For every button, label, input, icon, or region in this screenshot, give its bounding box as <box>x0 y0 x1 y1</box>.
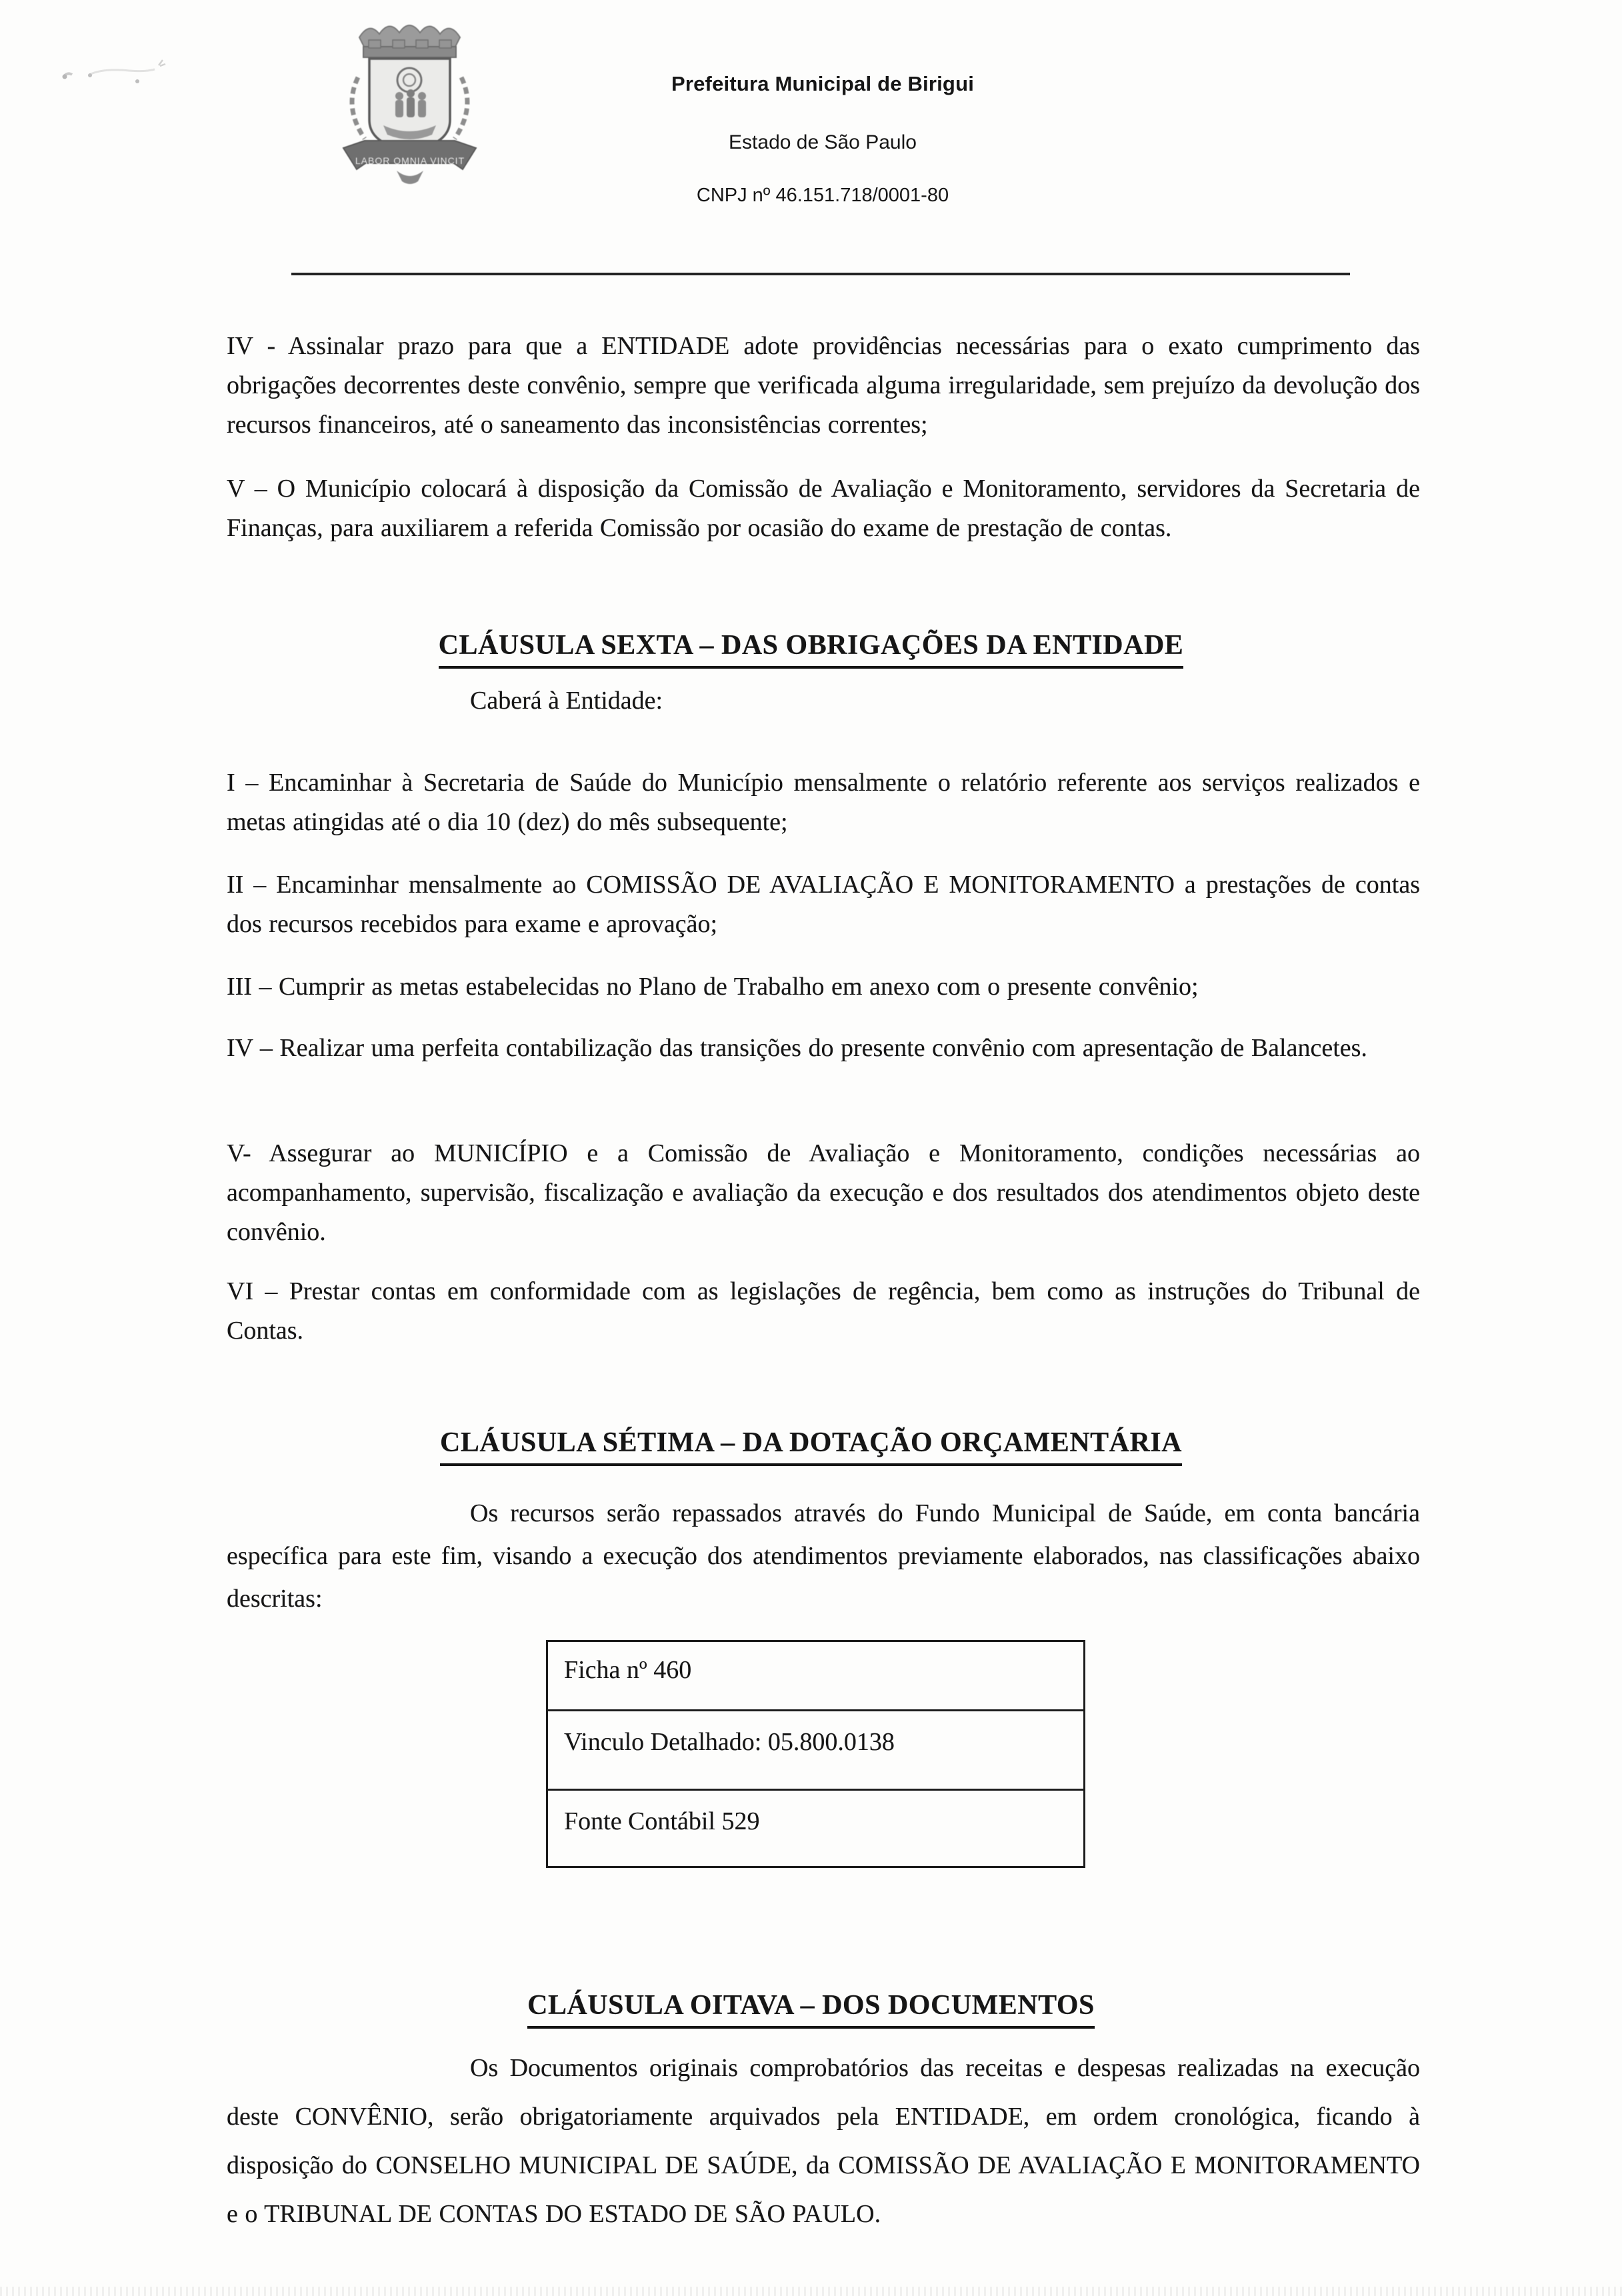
scan-noise-strip <box>0 2287 1622 2296</box>
clause-sexta-intro: Caberá à Entidade: <box>470 687 663 715</box>
cnpj-number: CNPJ nº 46.151.718/0001-80 <box>696 185 949 206</box>
clause-sexta-heading <box>0 629 1622 669</box>
clause-sexta-item-6: VI – Prestar contas em conformidade com as legislações de regência, bem como as instruções do Tribunal de Contas. <box>227 1277 1420 1345</box>
header-divider <box>291 273 1350 275</box>
clause-sexta-title: CLÁUSULA SEXTA – DAS OBRIGAÇÕES DA ENTIDADE <box>439 629 1184 669</box>
state-name: Estado de São Paulo <box>729 131 917 153</box>
paragraph-iv: IV - Assinalar prazo para que a ENTIDADE adote providências necessárias para o exato cumprimento das obrigações decorrentes deste convênio, sempre que verificada alguma irregularidade, sem prejuízo da devolução dos recursos financeiros, até o saneamento das inconsistências correntes; <box>227 332 1420 439</box>
clause-oitava-heading <box>0 1989 1622 2029</box>
logo-motto-text: LABOR OMNIA VINCIT <box>355 155 465 166</box>
clause-oitava-title: CLÁUSULA OITAVA – DOS DOCUMENTOS <box>527 1989 1095 2029</box>
clause-sexta-item-1: I – Encaminhar à Secretaria de Saúde do Município mensalmente o relatório referente aos serviços realizados e metas atingidas até o dia 10 (dez) do mês subsequente; <box>227 769 1420 836</box>
clause-sexta-item-4: IV – Realizar uma perfeita contabilização das transições do presente convênio com apresentação de Balancetes. <box>227 1034 1367 1062</box>
table-row-ficha: Ficha nº 460 <box>548 1642 1083 1711</box>
org-name: Prefeitura Municipal de Birigui <box>671 72 975 95</box>
table-row-vinculo: Vinculo Detalhado: 05.800.0138 <box>548 1711 1083 1791</box>
clause-setima-paragraph: Os recursos serão repassados através do Fundo Municipal de Saúde, em conta bancária específica para este fim, visando a execução dos atendimentos previamente elaborados, nas classificações abaixo descritas: <box>227 1499 1420 1613</box>
clause-sexta-item-5: V- Assegurar ao MUNICÍPIO e a Comissão de Avaliação e Monitoramento, condições necessárias ao acompanhamento, supervisão, fiscalização e avaliação da execução e dos resultados dos atendimentos objeto deste convênio. <box>227 1139 1420 1246</box>
table-row-fonte: Fonte Contábil 529 <box>564 1807 760 1835</box>
clause-oitava-paragraph: Os Documentos originais comprobatórios das receitas e despesas realizadas na execução deste CONVÊNIO, serão obrigatoriamente arquivados pela ENTIDADE, em ordem cronológica, ficando à disposição do CONSELHO MUNICIPAL DE SAÚDE, da COMISSÃO DE AVALIAÇÃO E MONITORAMENTO e o TRIBUNAL DE CONTAS DO ESTADO DE SÃO PAULO. <box>227 2054 1420 2228</box>
paragraph-v: V – O Município colocará à disposição da Comissão de Avaliação e Monitoramento, servidores da Secretaria de Finanças, para auxiliarem a referida Comissão por ocasião do exame de prestação de contas. <box>227 475 1420 542</box>
city-coat-of-arms-logo <box>331 16 488 188</box>
budget-table <box>546 1640 1085 1868</box>
clause-setima-heading <box>0 1427 1622 1466</box>
clause-setima-title: CLÁUSULA SÉTIMA – DA DOTAÇÃO ORÇAMENTÁRIA <box>440 1427 1182 1466</box>
clause-sexta-item-3: III – Cumprir as metas estabelecidas no Plano de Trabalho em anexo com o presente convênio; <box>227 973 1199 1001</box>
clause-sexta-item-2: II – Encaminhar mensalmente ao COMISSÃO DE AVALIAÇÃO E MONITORAMENTO a prestações de contas dos recursos recebidos para exame e aprovação; <box>227 871 1420 938</box>
